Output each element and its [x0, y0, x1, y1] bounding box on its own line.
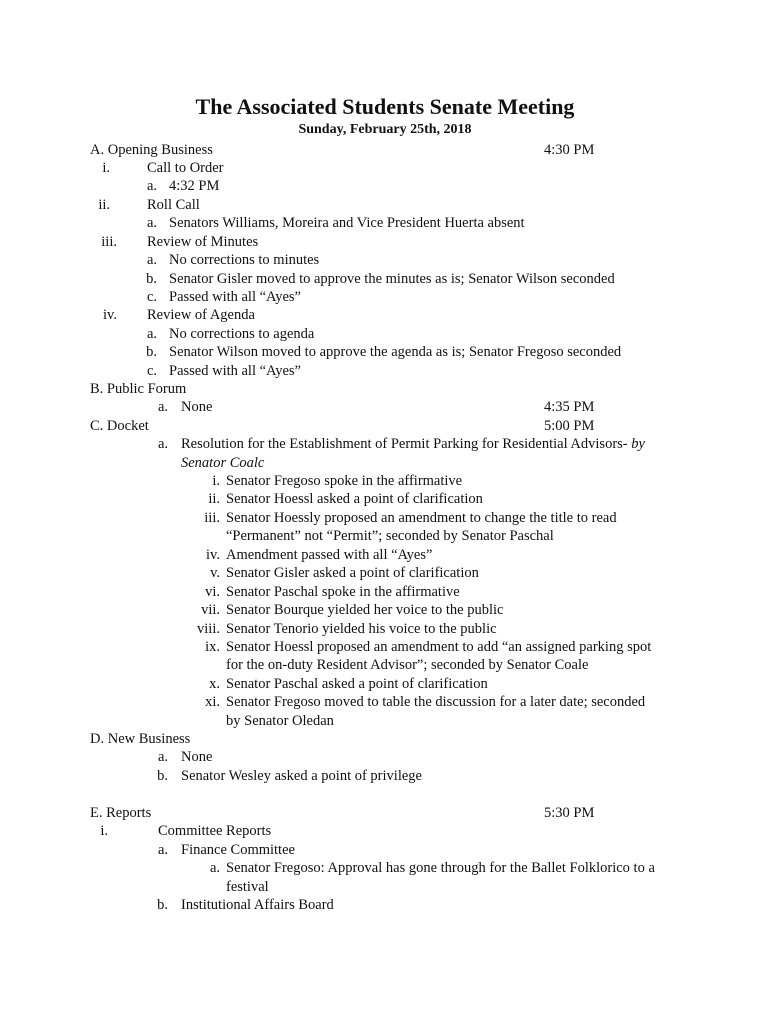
item-marker: c.: [146, 289, 157, 305]
item-text: 4:32 PM: [169, 178, 220, 194]
item-marker: c.: [146, 363, 157, 379]
page-title: The Associated Students Senate Meeting: [195, 94, 575, 119]
item-text: Senator Tenorio yielded his voice to the public: [226, 621, 497, 637]
section-b-marker: B.: [90, 381, 104, 397]
section-c-heading: [90, 417, 149, 435]
item-text: Senator Bourque yielded her voice to the public: [226, 602, 504, 618]
item-text: Senator Hoessl asked a point of clarification: [226, 491, 483, 507]
item-marker: a.: [146, 178, 157, 194]
item-text: Passed with all “Ayes”: [169, 363, 301, 379]
docket-item-iii-cont: “Permanent” not “Permit”; seconded by Senator Paschal: [226, 528, 554, 544]
item-marker: v.: [210, 565, 220, 581]
item-marker: a.: [209, 860, 220, 876]
section-e-label: Reports: [106, 805, 152, 821]
item-marker: b.: [146, 344, 157, 360]
item-text: Finance Committee: [181, 842, 295, 858]
item-marker: vii.: [201, 602, 220, 618]
item-marker: i.: [212, 473, 220, 489]
item-text: Senator Wilson moved to approve the agenda as is; Senator Fregoso seconded: [169, 344, 622, 360]
item-marker: x.: [209, 676, 220, 692]
item-marker: iii.: [204, 510, 220, 526]
item-marker: b.: [146, 271, 157, 287]
item-marker: b.: [157, 897, 168, 913]
item-text: Senator Wesley asked a point of privilege: [181, 768, 422, 784]
section-b-heading: [90, 380, 186, 398]
item-marker: a.: [146, 252, 157, 268]
resolution-author-line: [181, 454, 264, 472]
section-c-label: Docket: [106, 418, 149, 434]
item-marker: ii.: [98, 197, 110, 213]
item-marker: a.: [157, 399, 168, 415]
item-marker: iii.: [101, 234, 117, 250]
docket-item-xi-cont: by Senator Oledan: [226, 713, 334, 729]
item-marker: xi.: [205, 694, 220, 710]
item-label: Call to Order: [147, 160, 224, 176]
item-text: Senator Paschal asked a point of clarification: [226, 676, 488, 692]
item-text: Senators Williams, Moreira and Vice President Huerta absent: [169, 215, 525, 231]
finance-sub-cont: festival: [226, 879, 269, 895]
item-marker: i.: [100, 823, 108, 839]
item-text: Senator Paschal spoke in the affirmative: [226, 584, 460, 600]
item-marker: b.: [157, 768, 168, 784]
section-d-heading: [90, 730, 190, 748]
item-text: Senator Fregoso: Approval has gone through for the Ballet Folklorico to a: [226, 860, 655, 876]
section-b-label: Public Forum: [106, 381, 187, 397]
docket-item-ix-cont: for the on-duty Resident Advisor”; seconded by Senator Coale: [226, 657, 589, 673]
item-text: Amendment passed with all “Ayes”: [226, 547, 433, 563]
item-marker: a.: [157, 749, 168, 765]
item-marker: a.: [146, 215, 157, 231]
resolution-by: by: [631, 436, 645, 452]
section-e-time: 5:30 PM: [544, 805, 595, 821]
item-marker: i.: [102, 160, 110, 176]
item-text: No corrections to agenda: [169, 326, 315, 342]
item-marker: viii.: [197, 621, 220, 637]
item-text: Institutional Affairs Board: [181, 897, 334, 913]
item-label: Review of Agenda: [147, 307, 255, 323]
item-marker: iv.: [206, 547, 220, 563]
meeting-date: Sunday, February 25th, 2018: [298, 122, 472, 137]
section-e-marker: E.: [90, 805, 103, 821]
section-c-time: 5:00 PM: [544, 418, 595, 434]
section-c-marker: C.: [90, 418, 104, 434]
resolution-title: Resolution for the Establishment of Permit Parking for Residential Advisors-: [181, 436, 628, 452]
section-a-time: 4:30 PM: [544, 142, 595, 158]
item-text: Passed with all “Ayes”: [169, 289, 301, 305]
section-b-time: 4:35 PM: [544, 399, 595, 415]
item-text: No corrections to minutes: [169, 252, 320, 268]
item-text: Senator Fregoso spoke in the affirmative: [226, 473, 463, 489]
item-text: Senator Hoessl proposed an amendment to add “an assigned parking spot: [226, 639, 652, 655]
section-d-label: New Business: [107, 731, 191, 747]
resolution-author: Senator Coalc: [181, 455, 265, 471]
item-marker: ii.: [208, 491, 220, 507]
section-e-heading: [90, 804, 151, 822]
item-marker: ix.: [205, 639, 220, 655]
item-marker: vi.: [205, 584, 220, 600]
section-a-marker: A.: [90, 142, 105, 158]
item-label: Committee Reports: [158, 823, 272, 839]
item-marker: a.: [146, 326, 157, 342]
item-marker: iv.: [103, 307, 117, 323]
item-label: Review of Minutes: [147, 234, 259, 250]
item-text: Senator Gisler moved to approve the minutes as is; Senator Wilson seconded: [169, 271, 615, 287]
item-text: Senator Hoessly proposed an amendment to change the title to read: [226, 510, 617, 526]
item-label: Roll Call: [147, 197, 200, 213]
section-a-heading: [90, 141, 213, 159]
item-marker: a.: [157, 842, 168, 858]
section-a-label: Opening Business: [107, 142, 213, 158]
item-text: Senator Gisler asked a point of clarification: [226, 565, 479, 581]
section-d-marker: D.: [90, 731, 105, 747]
item-text: None: [181, 749, 213, 765]
item-text: None: [181, 399, 213, 415]
item-marker: a.: [157, 436, 168, 452]
item-text: Senator Fregoso moved to table the discussion for a later date; seconded: [226, 694, 646, 710]
